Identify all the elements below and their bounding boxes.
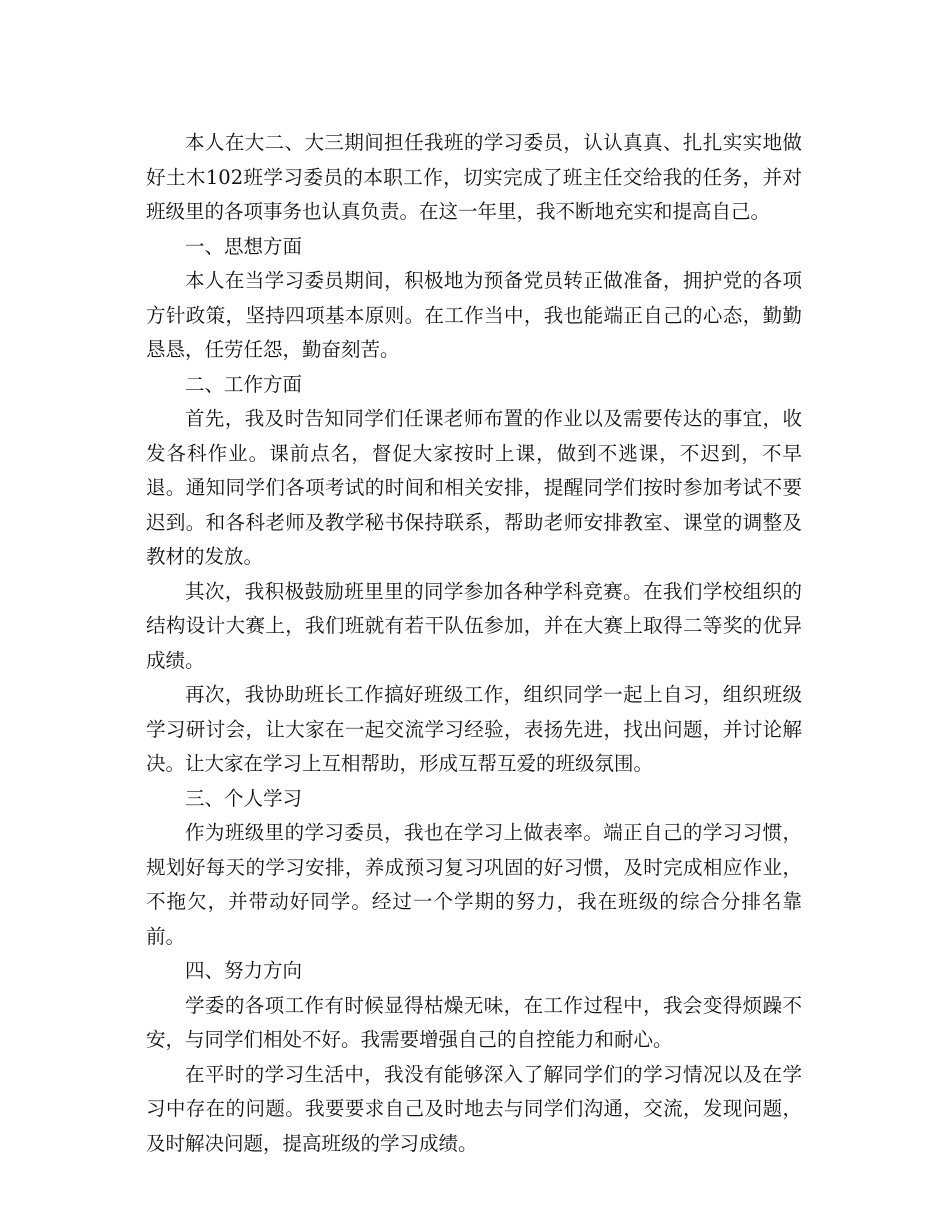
paragraph-thought: 本人在当学习委员期间，积极地为预备党员转正做准备，拥护党的各项方针政策，坚持四项基本原则。在工作当中，我也能端正自己的心态，勤勤恳恳，任劳任怨，勤奋刻苦。 — [146, 269, 802, 361]
section-heading-work: 二、工作方面 — [185, 372, 303, 396]
paragraph-intro: 本人在大二、大三期间担任我班的学习委员，认认真真、扎扎实实地做好土木102班学习委员的本职工作，切实完成了班主任交给我的任务，并对班级里的各项事务也认真负责。在这一年里，我不断地充实和提高自己。 — [146, 131, 802, 223]
document-body — [146, 126, 802, 1161]
section-heading-thought: 一、思想方面 — [185, 234, 303, 258]
section-heading-direction: 四、努力方向 — [185, 959, 303, 982]
paragraph-work-second: 其次，我积极鼓励班里里的同学参加各种学科竞赛。在我们学校组织的结构设计大赛上，我们班就有若干队伍参加，并在大赛上取得二等奖的优异成绩。 — [146, 579, 802, 672]
paragraph-work-first: 首先，我及时告知同学们任课老师布置的作业以及需要传达的事宜，收发各科作业。课前点名，督促大家按时上课，做到不逃课，不迟到，不早退。通知同学们各项考试的时间和相关安排，提醒同学们按时参加考试不要迟到。和各科老师及教学秘书保持联系，帮助老师安排教室、课堂的调整及教材的发放。 — [146, 407, 802, 568]
section-heading-study: 三、个人学习 — [185, 786, 303, 810]
paragraph-direction-first: 学委的各项工作有时候显得枯燥无味，在工作过程中，我会变得烦躁不安，与同学们相处不好。我需要增强自己的自控能力和耐心。 — [146, 993, 802, 1051]
paragraph-direction-second: 在平时的学习生活中，我没有能够深入了解同学们的学习情况以及在学习中存在的问题。我要要求自己及时地去与同学们沟通，交流，发现问题，及时解决问题，提高班级的学习成绩。 — [146, 1062, 802, 1155]
paragraph-study: 作为班级里的学习委员，我也在学习上做表率。端正自己的学习习惯，规划好每天的学习安排，养成预习复习巩固的好习惯，及时完成相应作业，不拖欠，并带动好同学。经过一个学期的努力，我在班级的综合分排名靠前。 — [146, 821, 802, 948]
paragraph-work-third: 再次，我协助班长工作搞好班级工作，组织同学一起上自习，组织班级学习研讨会，让大家在一起交流学习经验，表扬先进，找出问题，并讨论解决。让大家在学习上互相帮助，形成互帮互爱的班级氛围。 — [146, 683, 802, 775]
